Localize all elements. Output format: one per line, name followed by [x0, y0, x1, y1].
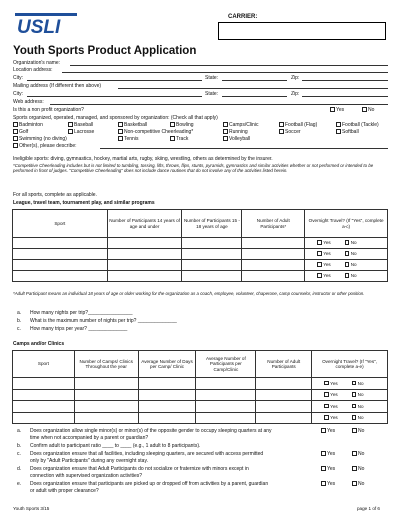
checkbox-icon[interactable]: [352, 466, 357, 471]
checkbox-icon[interactable]: [68, 122, 73, 127]
table-row: [13, 260, 388, 271]
table-cell-input[interactable]: [256, 389, 312, 401]
question-letter: b.: [17, 443, 22, 449]
sport-option-label: Baseball: [74, 122, 94, 128]
table-row: [13, 271, 388, 282]
table-cell-input[interactable]: [13, 412, 75, 424]
sport-option[interactable]: [336, 122, 379, 128]
checkbox-icon[interactable]: [324, 415, 329, 420]
checkbox-icon[interactable]: [352, 428, 357, 433]
sport-option-label: Non-competitive Cheerleading*: [124, 129, 194, 135]
sport-option[interactable]: [118, 129, 193, 135]
table-cell-input[interactable]: [13, 401, 75, 413]
table-cell-input[interactable]: [74, 412, 138, 424]
sport-option[interactable]: [118, 122, 147, 128]
state-field[interactable]: [222, 80, 287, 81]
table-cell-input[interactable]: [196, 389, 256, 401]
travel-question: What is the maximum number of nights per trip? ______________: [30, 318, 177, 324]
table-cell-input[interactable]: [107, 238, 182, 249]
table-row: [13, 238, 388, 249]
col-header: Overnight Travel? (If "Yes", complete a-e): [312, 351, 388, 378]
carrier-label: CARRIER:: [228, 14, 258, 20]
camp-question: Confirm adult to participant ratio ____ to ____ (e.g., 1 adult to 8 participants).: [30, 443, 201, 449]
checkbox-icon[interactable]: [352, 481, 357, 486]
table-cell-input[interactable]: [13, 378, 75, 390]
web-field[interactable]: [50, 104, 388, 105]
camp-question-cont: only by "Adult Participants" during any overnight stay.: [30, 458, 148, 464]
city2-label: City:: [13, 91, 23, 97]
no-option[interactable]: [352, 451, 364, 457]
yes-label: Yes: [323, 251, 331, 257]
table-cell-input[interactable]: [242, 260, 305, 271]
table-cell-input[interactable]: [196, 401, 256, 413]
camp-question: Does organization ensure that Adult Participants do not socialize or fraternize with minors except in: [30, 466, 249, 472]
camp-question: Does organization ensure that all facilities, including sleeping quarters, are secured with access permitted: [30, 451, 264, 457]
no-label: No: [357, 380, 364, 386]
table-cell-input[interactable]: [196, 378, 256, 390]
overnight-travel-cell: [312, 389, 388, 401]
table-cell-input[interactable]: [13, 271, 108, 282]
sport-option[interactable]: [13, 122, 43, 128]
no-label: No: [358, 481, 365, 487]
sport-option[interactable]: [223, 122, 258, 128]
checkbox-icon[interactable]: [13, 129, 18, 134]
yes-label: Yes: [327, 481, 336, 487]
no-label: No: [350, 262, 357, 268]
checkbox-icon[interactable]: [317, 262, 322, 267]
other-sports-field[interactable]: [100, 148, 388, 149]
sport-option[interactable]: [223, 129, 248, 135]
nonprofit-question: Is this a non profit organization?: [13, 107, 84, 113]
checkbox-icon[interactable]: [13, 122, 18, 127]
checkbox-icon[interactable]: [321, 428, 326, 433]
col-header: Sport: [13, 210, 108, 238]
yes-label: Yes: [323, 262, 331, 268]
sport-option[interactable]: [223, 136, 250, 142]
no-label: No: [357, 392, 364, 397]
question-letter: a.: [17, 310, 22, 316]
sport-option[interactable]: [13, 136, 67, 142]
complete-note: For all sports, complete as applicable.: [13, 192, 97, 198]
no-label: No: [358, 451, 365, 457]
checkbox-icon[interactable]: [352, 404, 357, 409]
sport-option[interactable]: [170, 136, 188, 142]
table-cell-input[interactable]: [13, 238, 108, 249]
sport-option[interactable]: [13, 129, 28, 135]
checkbox-icon[interactable]: [118, 122, 123, 127]
col-header: Overnight Travel? (If "Yes", complete a-c): [305, 210, 388, 238]
col-header: Average Number of Participants per Camp/Clinic: [196, 351, 256, 378]
table-cell-input[interactable]: [242, 238, 305, 249]
footer-form-id: Youth Sports 3/15: [13, 506, 50, 511]
overnight-travel-cell: [305, 238, 388, 249]
yes-option[interactable]: [321, 428, 335, 434]
state-label: State:: [205, 75, 219, 81]
col-header: Sport: [13, 351, 75, 378]
table-cell-input[interactable]: [74, 378, 138, 390]
sport-option-label: Volleyball: [229, 136, 251, 142]
sport-option[interactable]: [170, 122, 194, 128]
question-letter: c.: [17, 326, 21, 332]
question-letter: e.: [17, 481, 22, 487]
overnight-travel-cell: [312, 378, 388, 390]
sport-option[interactable]: [13, 143, 77, 149]
table-row: [13, 389, 388, 401]
footer-page-number: page 1 of 6: [357, 506, 380, 511]
checkbox-icon[interactable]: [13, 136, 18, 141]
col-header: Number of Participants 14 years of age and under: [107, 210, 182, 238]
table-cell-input[interactable]: [182, 260, 242, 271]
col-header: Average Number of Days per Camp/ Clinic: [138, 351, 196, 378]
checkbox-icon[interactable]: [223, 122, 228, 127]
checkbox-icon[interactable]: [170, 122, 175, 127]
checkbox-icon[interactable]: [279, 122, 284, 127]
table-cell-input[interactable]: [256, 412, 312, 424]
table-cell-input[interactable]: [182, 271, 242, 282]
table-row: [13, 378, 388, 390]
col-header: Number of Adult Participants*: [242, 210, 305, 238]
checkbox-icon[interactable]: [279, 129, 284, 134]
yes-option[interactable]: [321, 466, 335, 472]
no-option[interactable]: [352, 466, 364, 472]
league-table: [12, 209, 388, 282]
checkbox-icon[interactable]: [118, 136, 123, 141]
overnight-travel-cell: [305, 271, 388, 282]
yes-label: Yes: [330, 392, 338, 397]
overnight-travel-cell: [305, 260, 388, 271]
table-cell-input[interactable]: [74, 401, 138, 413]
checkbox-icon[interactable]: [345, 262, 350, 267]
checkbox-icon[interactable]: [352, 451, 357, 456]
overnight-travel-cell: [312, 412, 388, 424]
sport-option-label: Swimming (no diving): [19, 136, 67, 142]
table-cell-input[interactable]: [256, 401, 312, 413]
sport-option-label: Football (Tackle): [342, 122, 379, 128]
camps-table: [12, 350, 388, 424]
checkbox-icon[interactable]: [223, 129, 228, 134]
sport-option[interactable]: [68, 129, 94, 135]
org-name-label: Organization's name:: [13, 60, 61, 66]
table-cell-input[interactable]: [107, 260, 182, 271]
checkbox-icon[interactable]: [352, 392, 357, 397]
checkbox-icon[interactable]: [68, 129, 73, 134]
camp-question-cont: or adult with proper clearance?: [30, 488, 99, 494]
sport-option-label: Soccer: [285, 129, 301, 135]
sport-option[interactable]: [68, 122, 93, 128]
table-cell-input[interactable]: [138, 389, 196, 401]
checkbox-icon[interactable]: [13, 143, 18, 148]
table-cell-input[interactable]: [242, 249, 305, 260]
no-label: No: [350, 240, 357, 246]
question-letter: c.: [17, 451, 21, 457]
checkbox-icon[interactable]: [352, 381, 357, 386]
yes-label: Yes: [323, 240, 331, 246]
no-label: No: [350, 251, 357, 257]
checkbox-icon[interactable]: [324, 381, 329, 386]
checkbox-icon[interactable]: [321, 451, 326, 456]
table-cell-input[interactable]: [138, 401, 196, 413]
checkbox-icon[interactable]: [223, 136, 228, 141]
checkbox-icon[interactable]: [362, 107, 367, 112]
checkbox-icon[interactable]: [324, 392, 329, 397]
checkbox-icon[interactable]: [321, 466, 326, 471]
city-field[interactable]: [27, 80, 202, 81]
no-label: No: [357, 403, 364, 409]
location-field[interactable]: [62, 72, 388, 73]
no-label: No: [358, 428, 365, 434]
checkbox-icon[interactable]: [345, 251, 350, 256]
table-row: [13, 249, 388, 260]
carrier-field[interactable]: [218, 22, 386, 40]
zip2-label: Zip:: [291, 91, 300, 97]
checkbox-icon[interactable]: [330, 107, 335, 112]
no-option[interactable]: [352, 481, 364, 487]
sport-option-label: Lacrosse: [74, 129, 95, 135]
sport-option-label: Running: [229, 129, 248, 135]
page-title: Youth Sports Product Application: [13, 45, 197, 57]
mailing-label: Mailing address (If different then above): [13, 83, 102, 89]
no-label: No: [357, 415, 364, 420]
sport-option-label: Football (Flag): [285, 122, 318, 128]
table-cell-input[interactable]: [256, 378, 312, 390]
league-heading: League, travel team, tournament play, and similar programs: [13, 200, 155, 206]
checkbox-icon[interactable]: [324, 404, 329, 409]
table-cell-input[interactable]: [13, 389, 75, 401]
checkbox-icon[interactable]: [321, 481, 326, 486]
camp-question-cont: connection with supervised organization activities?: [30, 473, 143, 479]
sport-option-label: Other(s), please describe:: [19, 143, 77, 149]
sport-option-label: Camps/Clinic: [229, 122, 259, 128]
yes-option[interactable]: [321, 481, 335, 487]
no-option[interactable]: [352, 428, 364, 434]
table-cell-input[interactable]: [107, 249, 182, 260]
table-cell-input[interactable]: [13, 260, 108, 271]
state2-field[interactable]: [222, 96, 287, 97]
sport-option-label: Golf: [19, 129, 29, 135]
overnight-travel-cell: [305, 249, 388, 260]
yes-label: Yes: [327, 466, 336, 472]
camp-question-cont: time when not accompanied by a parent or guardian?: [30, 435, 149, 441]
sport-option-label: Track: [176, 136, 189, 142]
sport-option-label: Basketball: [124, 122, 148, 128]
sport-option-label: Softball: [342, 129, 359, 135]
question-letter: d.: [17, 466, 22, 472]
table-cell-input[interactable]: [182, 249, 242, 260]
camp-question: Does organization ensure that participants are picked up or dropped off from activities by a parent, guardian: [30, 481, 269, 487]
yes-label: Yes: [330, 415, 338, 420]
no-label: No: [350, 273, 357, 279]
zip2-field[interactable]: [302, 96, 388, 97]
checkbox-icon[interactable]: [336, 129, 341, 134]
sport-option[interactable]: [279, 129, 301, 135]
sports-intro: Sports organized, operated, managed, and sponsored by organization: (Check all that apply): [13, 115, 218, 121]
logo-text: USLI: [17, 17, 61, 37]
state2-label: State:: [205, 91, 219, 97]
sport-option[interactable]: [279, 122, 317, 128]
camp-question: Does organization allow single minor(s) or minor(s) of the opposite gender to occupy sleeping quarters at any: [30, 428, 272, 434]
checkbox-icon[interactable]: [352, 415, 357, 420]
table-cell-input[interactable]: [13, 249, 108, 260]
zip-field[interactable]: [302, 80, 388, 81]
overnight-travel-cell: [312, 401, 388, 413]
org-name-field[interactable]: [70, 65, 388, 66]
mailing-field[interactable]: [118, 88, 388, 89]
table-row: [13, 401, 388, 413]
table-cell-input[interactable]: [242, 271, 305, 282]
table-cell-input[interactable]: [196, 412, 256, 424]
checkbox-icon[interactable]: [317, 240, 322, 245]
city-label: City:: [13, 75, 23, 81]
col-header: Number of Adult Participants: [256, 351, 312, 378]
no-label: No: [358, 466, 365, 472]
question-letter: b.: [17, 318, 22, 324]
nonprofit-no[interactable]: No: [362, 107, 374, 113]
travel-question: How many nights per trip?________________: [30, 310, 133, 316]
zip-label: Zip:: [291, 75, 300, 81]
yes-label: Yes: [330, 403, 338, 409]
checkbox-icon[interactable]: [345, 240, 350, 245]
yes-label: Yes: [330, 380, 338, 386]
sport-option[interactable]: [336, 129, 359, 135]
adult-participant-note: *Adult Participant means an individual 18 years of age or older working for the organization as a coach, employee, volunteer, chaperone, camp counselor, instructor or other position.: [13, 291, 365, 296]
city2-field[interactable]: [27, 96, 202, 97]
yes-option[interactable]: [321, 451, 335, 457]
checkbox-icon[interactable]: [118, 129, 123, 134]
question-letter: a.: [17, 428, 22, 434]
table-cell-input[interactable]: [182, 238, 242, 249]
checkbox-icon[interactable]: [317, 273, 322, 278]
checkbox-icon[interactable]: [170, 136, 175, 141]
table-cell-input[interactable]: [107, 271, 182, 282]
checkbox-icon[interactable]: [345, 273, 350, 278]
checkbox-icon[interactable]: [336, 122, 341, 127]
table-cell-input[interactable]: [138, 378, 196, 390]
table-cell-input[interactable]: [74, 389, 138, 401]
col-header: Number of Participants 15 - 18 years of age: [182, 210, 242, 238]
yes-label: Yes: [323, 273, 331, 279]
nonprofit-yes[interactable]: Yes: [330, 107, 344, 113]
sport-option[interactable]: [118, 136, 138, 142]
col-header: Number of Camps/ Clinics Throughout the year: [74, 351, 138, 378]
table-row: [13, 412, 388, 424]
usli-logo: [15, 9, 77, 37]
yes-label: Yes: [327, 428, 336, 434]
ineligible-sports: Ineligible sports: diving, gymnastics, hockey, martial arts, rugby, skiing, wrestling, others as determined by the insurer.: [13, 156, 273, 162]
camps-heading: Camps and/or Clinics: [13, 341, 65, 347]
web-label: Web address:: [13, 99, 44, 105]
sport-option-label: Badminton: [19, 122, 43, 128]
travel-question: How many trips per year? ______________: [30, 326, 128, 332]
checkbox-icon[interactable]: [317, 251, 322, 256]
cheer-note: *Competitive Cheerleading includes but is not limited to tumbling, tossing, lifts, throws, flips, stunts, pyramids, gymnastics and similar activities whether or not performed or intended to be performed in front of judges. "Competitive Cheerleading" does not include dance routines that do not involve any of the activities listed herein.: [13, 163, 374, 174]
table-cell-input[interactable]: [138, 412, 196, 424]
sport-option-label: Bowling: [176, 122, 194, 128]
location-label: Location address:: [13, 67, 53, 73]
yes-label: Yes: [327, 451, 336, 457]
sport-option-label: Tennis: [124, 136, 139, 142]
